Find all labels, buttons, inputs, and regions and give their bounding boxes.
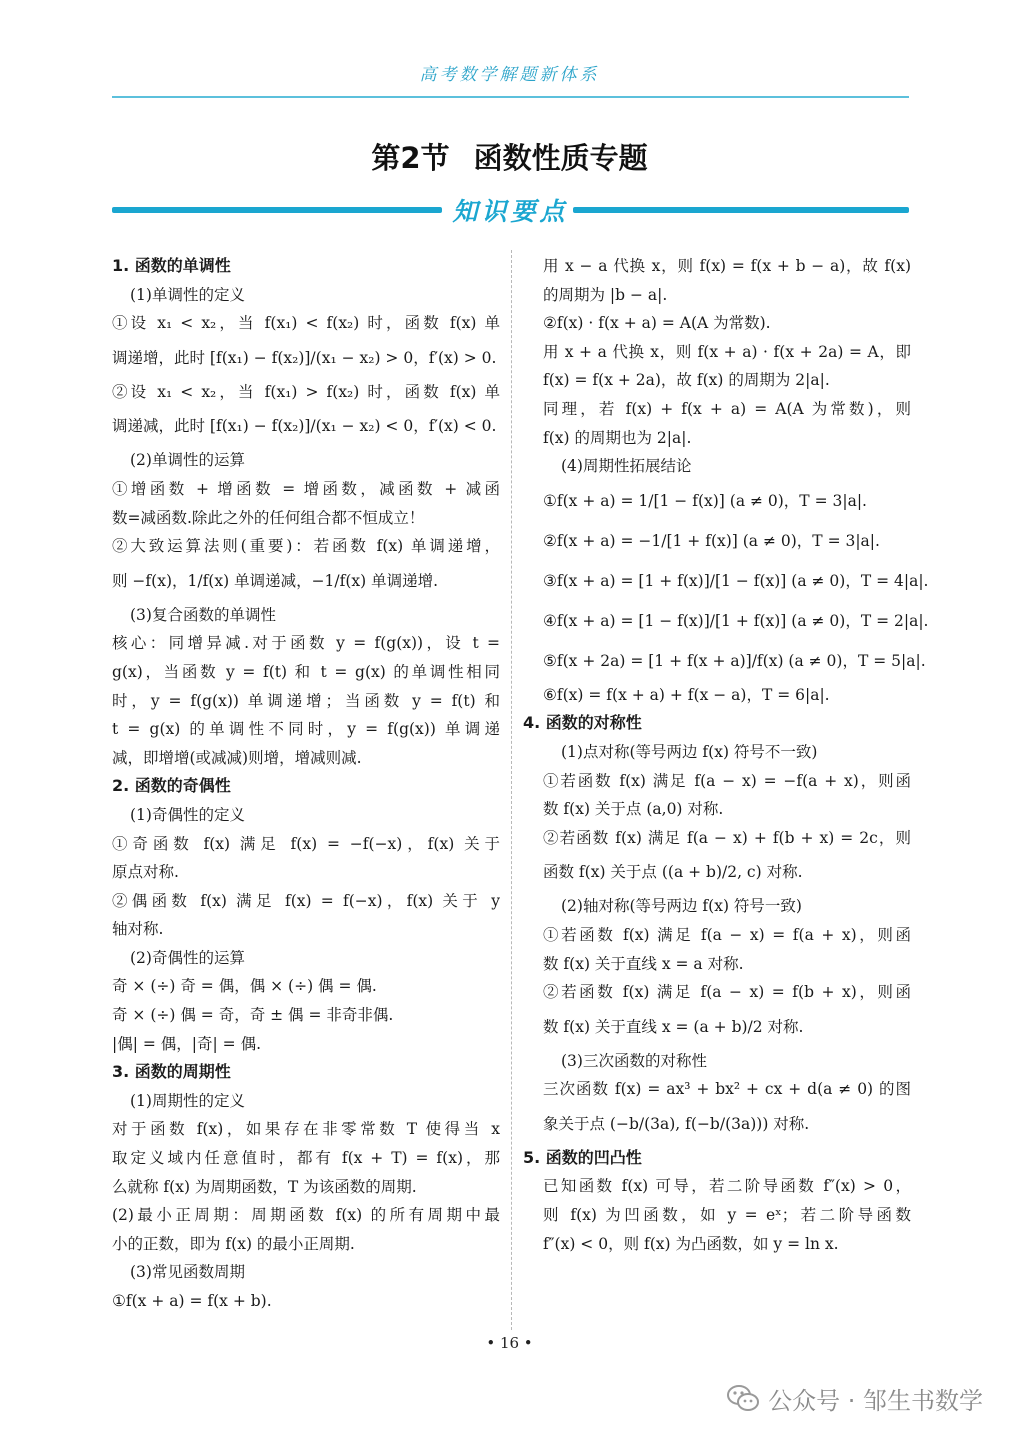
text-line: 轴对称. [112,920,164,939]
section-number: 第2节 [371,141,450,175]
text-line: 奇 × (÷) 偶 = 奇，奇 ± 偶 = 非奇非偶. [112,1006,394,1025]
subsection-heading: (3)常见函数周期 [130,1263,245,1282]
text-line: f(x) 的周期也为 2|a|. [543,428,692,447]
text-line: 数 f(x) 关于点 (a,0) 对称. [543,800,724,819]
subsection-heading: (3)复合函数的单调性 [130,605,276,624]
watermark [726,1378,983,1418]
text-line: 用 x + a 代换 x，则 f(x + a) · f(x + 2a) = A，即 [543,342,911,361]
text-line: 象关于点 (−b/(3a), f(−b/(3a))) 对称. [543,1114,810,1133]
subsection-heading: (1)单调性的定义 [130,285,245,304]
text-line: ②偶函数 f(x) 满足 f(x) = f(−x)，f(x) 关于 y [112,891,500,910]
text-line: 减，即增增(或减减)则增，增减则减. [112,748,362,767]
right-column [523,252,929,1258]
page-number: • 16 • [486,1334,533,1352]
text-line: ①若函数 f(x) 满足 f(a − x) = −f(a + x)，则函 [543,771,911,790]
text-line: 数 f(x) 关于直线 x = (a + b)/2 对称. [543,1017,804,1036]
text-line: 三次函数 f(x) = ax³ + bx² + cx + d(a ≠ 0) 的图 [543,1080,911,1099]
subsection-heading: (2)轴对称(等号两边 f(x) 符号一致) [561,897,802,916]
text-line: 的周期为 |b − a|. [543,285,668,304]
text-line: |偶| = 偶，|奇| = 偶. [112,1034,261,1053]
section-heading: 2. 函数的奇偶性 [112,776,231,796]
subsection-heading: (2)单调性的运算 [130,451,245,470]
text-line: 么就称 f(x) 为周期函数，T 为该函数的周期. [112,1177,417,1196]
text-line: 时，y = f(g(x)) 单调递增；当函数 y = f(t) 和 [112,691,500,710]
text-line: ①设 x₁ < x₂，当 f(x₁) < f(x₂) 时，函数 f(x) 单 [112,314,500,333]
text-line: ⑥f(x) = f(x + a) + f(x − a)，T = 6|a|. [543,685,830,704]
text-line: f(x) = f(x + 2a)，故 f(x) 的周期为 2|a|. [543,371,830,390]
wechat-icon [726,1383,760,1413]
text-line: 则 −f(x)，1/f(x) 单调递减，−1/f(x) 单调递增. [112,571,439,590]
subsection-heading: (1)点对称(等号两边 f(x) 符号不一致) [561,742,818,761]
text-line: ①f(x + a) = 1/[1 − f(x)] (a ≠ 0)，T = 3|a|. [543,491,867,510]
text-line: ①增函数 + 增函数 = 增函数，减函数 + 减函 [112,479,500,498]
section-title [0,136,1019,177]
subsection-heading: (3)三次函数的对称性 [561,1051,707,1070]
text-line: t = g(x) 的单调性不同时，y = f(g(x)) 单调递 [112,720,500,739]
text-line: ②f(x) · f(x + a) = A(A 为常数). [543,314,771,333]
text-line: ⑤f(x + 2a) = [1 + f(x + a)]/f(x) (a ≠ 0)，T = 5|a|. [543,651,926,670]
text-line: ②若函数 f(x) 满足 f(a − x) + f(b + x) = 2c，则 [543,828,911,847]
subsection-heading: (2)奇偶性的运算 [130,948,245,967]
text-line: 数=减函数.除此之外的任何组合都不恒成立！ [112,508,425,527]
text-line: ③f(x + a) = [1 + f(x)]/[1 − f(x)] (a ≠ 0)，T = 4|a|. [543,571,929,590]
text-line: 已知函数 f(x) 可导，若二阶导函数 f″(x) > 0， [543,1177,911,1196]
text-line: 函数 f(x) 关于点 ((a + b)/2, c) 对称. [543,863,803,882]
text-line: 取定义域内任意值时，都有 f(x + T) = f(x)，那 [112,1149,500,1168]
section-heading: 3. 函数的周期性 [112,1062,231,1082]
subsection-heading: (1)奇偶性的定义 [130,805,245,824]
text-line: ④f(x + a) = [1 − f(x)]/[1 + f(x)] (a ≠ 0)，T = 2|a|. [543,611,929,630]
text-line: ①奇函数 f(x) 满足 f(x) = −f(−x)，f(x) 关于 [112,834,500,853]
text-line: f″(x) < 0，则 f(x) 为凸函数，如 y = ln x. [543,1234,839,1253]
running-title: 高考数学解题新体系 [419,65,600,85]
text-line: 用 x − a 代换 x，则 f(x) = f(x + b − a)，故 f(x) [543,257,911,275]
knowledge-banner [112,192,909,230]
watermark-text: 公众号 · 邹生书数学 [768,1386,983,1415]
text-line: ②f(x + a) = −1/[1 + f(x)] (a ≠ 0)，T = 3|a|. [543,531,880,550]
text-line: 奇 × (÷) 奇 = 偶，偶 × (÷) 偶 = 偶. [112,977,377,996]
text-line: g(x)，当函数 y = f(t) 和 t = g(x) 的单调性相同 [112,662,500,681]
text-line: ①若函数 f(x) 满足 f(a − x) = f(a + x)，则函 [543,925,911,944]
column-divider [511,250,512,1330]
text-line: 核心：同增异减.对于函数 y = f(g(x))，设 t = [112,634,500,653]
text-line: 对于函数 f(x)，如果存在非零常数 T 使得当 x [112,1120,500,1139]
text-line: ②设 x₁ < x₂，当 f(x₁) > f(x₂) 时，函数 f(x) 单 [112,382,500,401]
subsection-heading: (4)周期性拓展结论 [561,457,692,476]
text-line: 数 f(x) 关于直线 x = a 对称. [543,954,744,973]
text-line: ②大致运算法则(重要)：若函数 f(x) 单调递增， [112,537,500,556]
text-line: 原点对称. [112,863,179,882]
section-heading: 5. 函数的凹凸性 [523,1147,642,1167]
section-heading: 4. 函数的对称性 [523,713,642,733]
section-name: 函数性质专题 [473,141,648,175]
text-line: (2)最小正周期：周期函数 f(x) 的所有周期中最 [112,1206,500,1225]
text-line: ②若函数 f(x) 满足 f(a − x) = f(b + x)，则函 [543,983,911,1002]
section-heading: 1. 函数的单调性 [112,256,231,275]
text-line: 同理，若 f(x) + f(x + a) = A(A 为常数)，则 [543,399,911,418]
text-line: 小的正数，即为 f(x) 的最小正周期. [112,1234,355,1253]
header-rule [112,96,909,98]
subsection-heading: (1)周期性的定义 [130,1091,245,1110]
text-line: 调递增，此时 [f(x₁) − f(x₂)]/(x₁ − x₂) > 0，f′(x) > 0. [112,348,497,367]
text-line: 则 f(x) 为凹函数，如 y = eˣ；若二阶导函数 [543,1206,911,1225]
banner-label: 知识要点 [452,197,569,226]
left-column [112,252,500,1316]
text-line: 调递减，此时 [f(x₁) − f(x₂)]/(x₁ − x₂) < 0，f′(x) < 0. [112,417,497,436]
text-line: ①f(x + a) = f(x + b). [112,1292,272,1310]
